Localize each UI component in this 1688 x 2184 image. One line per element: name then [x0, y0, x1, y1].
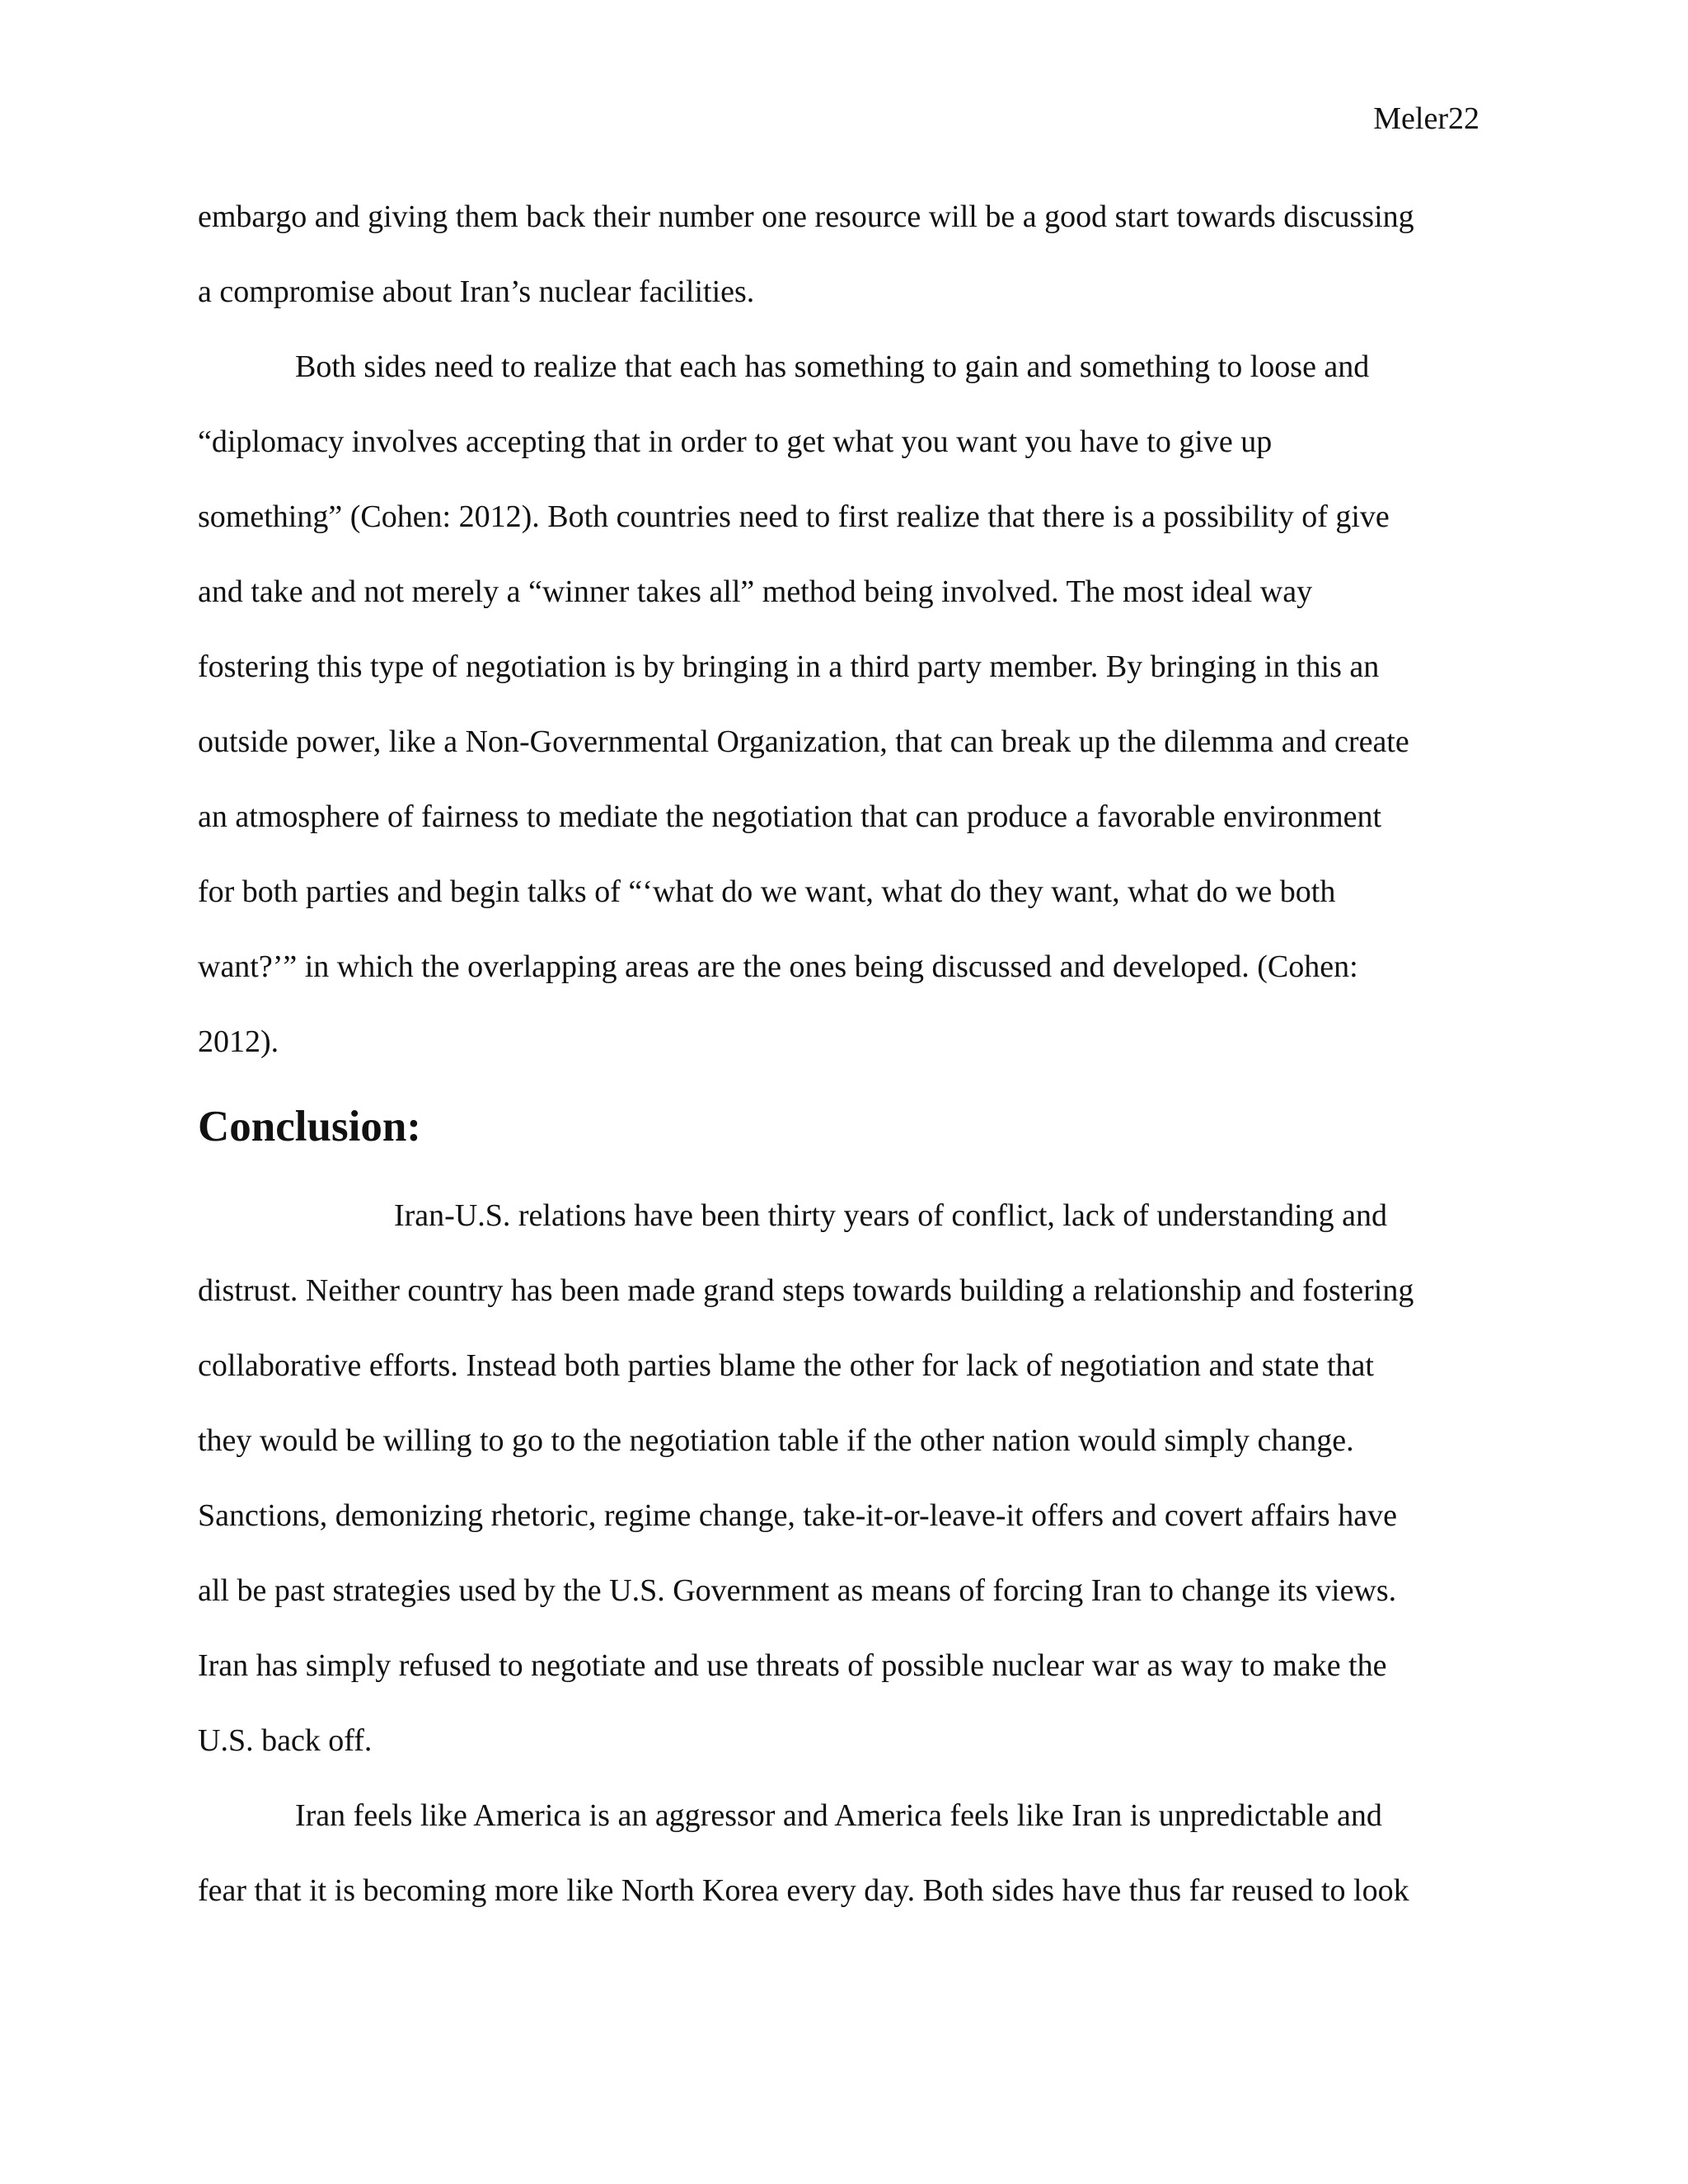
text-line: U.S. back off.	[198, 1723, 373, 1758]
text-line: Iran has simply refused to negotiate and use threats of possible nuclear war as way to make the	[198, 1648, 1387, 1683]
text-line: embargo and giving them back their number one resource will be a good start towards discussing	[198, 199, 1414, 234]
text-line: Iran-U.S. relations have been thirty years of conflict, lack of understanding and	[394, 1198, 1388, 1233]
text-line: a compromise about Iran’s nuclear facilities.	[198, 274, 755, 309]
text-line: outside power, like a Non-Governmental Organization, that can break up the dilemma and create	[198, 724, 1409, 759]
text-line: for both parties and begin talks of “‘what do we want, what do they want, what do we both	[198, 874, 1336, 909]
text-line: Sanctions, demonizing rhetoric, regime change, take-it-or-leave-it offers and covert affairs have	[198, 1498, 1397, 1533]
text-line: want?’” in which the overlapping areas are the ones being discussed and developed. (Cohen:	[198, 949, 1358, 984]
text-line: an atmosphere of fairness to mediate the negotiation that can produce a favorable environment	[198, 799, 1382, 834]
text-line: they would be willing to go to the negotiation table if the other nation would simply change.	[198, 1423, 1354, 1458]
text-line: fostering this type of negotiation is by bringing in a third party member. By bringing in this an	[198, 649, 1380, 684]
section-heading: Conclusion:	[198, 1103, 421, 1151]
text-line: Both sides need to realize that each has something to gain and something to loose and	[295, 349, 1370, 384]
text-line: “diplomacy involves accepting that in order to get what you want you have to give up	[198, 424, 1273, 459]
text-line: something” (Cohen: 2012). Both countries need to first realize that there is a possibility of give	[198, 499, 1390, 534]
text-line: and take and not merely a “winner takes all” method being involved. The most ideal way	[198, 574, 1313, 609]
running-head: Meler22	[1373, 101, 1479, 136]
text-line: all be past strategies used by the U.S. Government as means of forcing Iran to change its views.	[198, 1573, 1397, 1608]
text-line: collaborative efforts. Instead both parties blame the other for lack of negotiation and state that	[198, 1348, 1374, 1383]
text-line: 2012).	[198, 1024, 279, 1059]
text-line: Iran feels like America is an aggressor and America feels like Iran is unpredictable and	[295, 1798, 1382, 1833]
text-line: fear that it is becoming more like North Korea every day. Both sides have thus far reused to look	[198, 1873, 1409, 1908]
text-line: distrust. Neither country has been made grand steps towards building a relationship and fostering	[198, 1273, 1414, 1308]
